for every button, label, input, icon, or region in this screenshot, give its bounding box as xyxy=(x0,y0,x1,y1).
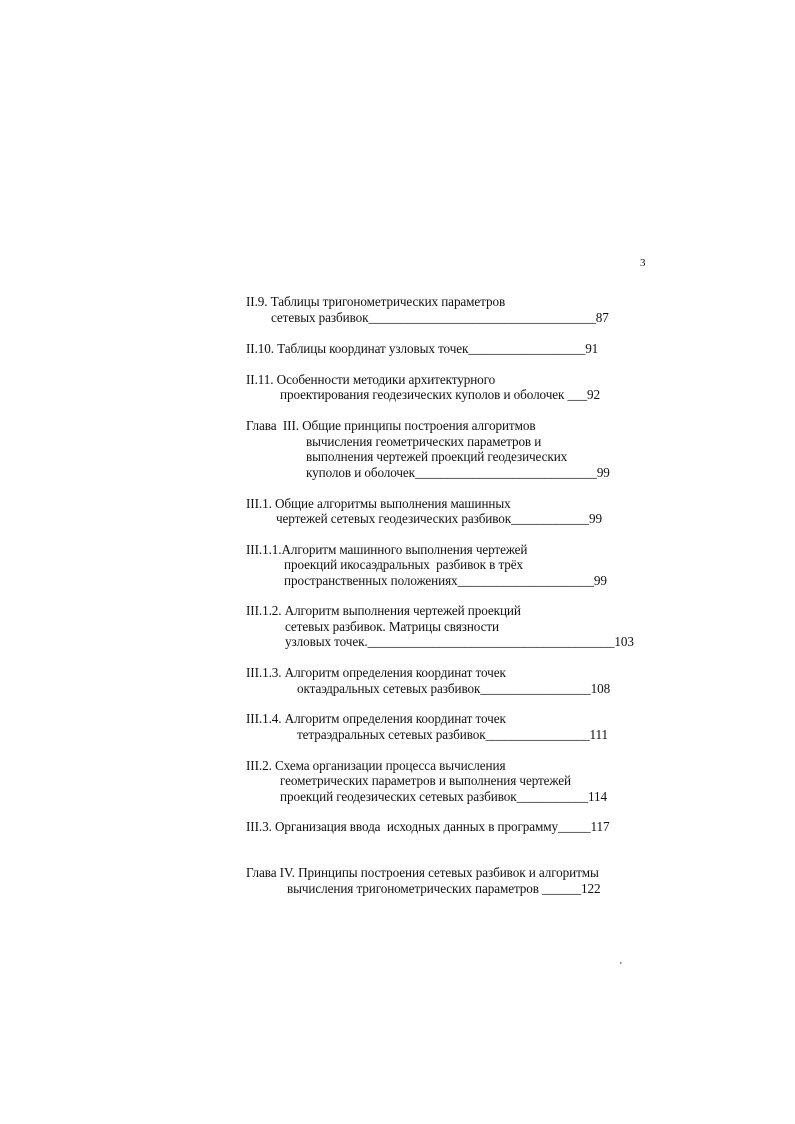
toc-entry-chapter-iii-line-2: вычисления геометрических параметров и xyxy=(306,434,542,449)
toc-entry-iii-1-1-line-3: пространственных положениях_____________________99 xyxy=(284,573,607,588)
toc-entry-iii-2-line-2: геометрических параметров и выполнения чертежей xyxy=(280,773,571,788)
toc-entry-iii-1-2-line-2: сетевых разбивок. Матрицы связности xyxy=(285,619,499,634)
toc-entry-iii-1-3-line-1: III.1.3. Алгоритм определения координат точек xyxy=(246,665,506,680)
toc-entry-chapter-iii-line-3: выполнения чертежей проекций геодезических xyxy=(306,449,568,464)
toc-entry-iii-1-4-line-1: III.1.4. Алгоритм определения координат точек xyxy=(246,711,506,726)
toc-entry-ii-11-line-1: II.11. Особенности методики архитектурного xyxy=(246,372,496,387)
toc-entry-chapter-iv-line-1: Глава IV. Принципы построения сетевых разбивок и алгоритмы xyxy=(246,865,599,880)
toc-entry-iii-1-2-line-1: III.1.2. Алгоритм выполнения чертежей проекций xyxy=(246,603,521,618)
toc-entry-iii-1-2-line-3: узловых точек.______________________________________103 xyxy=(285,634,634,649)
toc-entry-chapter-iii-line-1: Глава III. Общие принципы построения алгоритмов xyxy=(246,418,536,433)
stray-mark: ' xyxy=(620,961,622,972)
toc-entry-ii-11-line-2: проектирования геодезических куполов и оболочек ___92 xyxy=(280,387,600,402)
toc-entry-iii-1-line-2: чертежей сетевых геодезических разбивок____________99 xyxy=(276,511,603,526)
toc-entry-ii-10-line-1: II.10. Таблицы координат узловых точек__________________91 xyxy=(246,341,599,356)
toc-entry-chapter-iv-line-2: вычисления тригонометрических параметров ______122 xyxy=(287,881,601,896)
toc-entry-iii-3-line-1: III.3. Организация ввода исходных данных в программу_____117 xyxy=(246,819,610,834)
toc-entry-ii-9-line-1: II.9. Таблицы тригонометрических параметров xyxy=(246,294,506,309)
toc-entry-iii-2-line-3: проекций геодезических сетевых разбивок___________114 xyxy=(280,789,607,804)
toc-entry-iii-1-4-line-2: тетраэдральных сетевых разбивок________________111 xyxy=(297,727,608,742)
toc-entry-iii-1-3-line-2: октаэдральных сетевых разбивок_________________108 xyxy=(297,681,611,696)
toc-entry-iii-1-1-line-1: III.1.1.Алгоритм машинного выполнения чертежей xyxy=(246,542,528,557)
toc-entry-iii-1-1-line-2: проекций икосаэдральных разбивок в трёх xyxy=(284,557,524,572)
toc-entry-iii-1-line-1: III.1. Общие алгоритмы выполнения машинных xyxy=(246,496,511,511)
toc-entry-ii-9-line-2: сетевых разбивок___________________________________87 xyxy=(271,310,609,325)
toc-entry-chapter-iii-line-4: куполов и оболочек____________________________99 xyxy=(306,465,610,480)
page-number: 3 xyxy=(640,257,646,269)
toc-entry-iii-2-line-1: III.2. Схема организации процесса вычисления xyxy=(246,758,506,773)
